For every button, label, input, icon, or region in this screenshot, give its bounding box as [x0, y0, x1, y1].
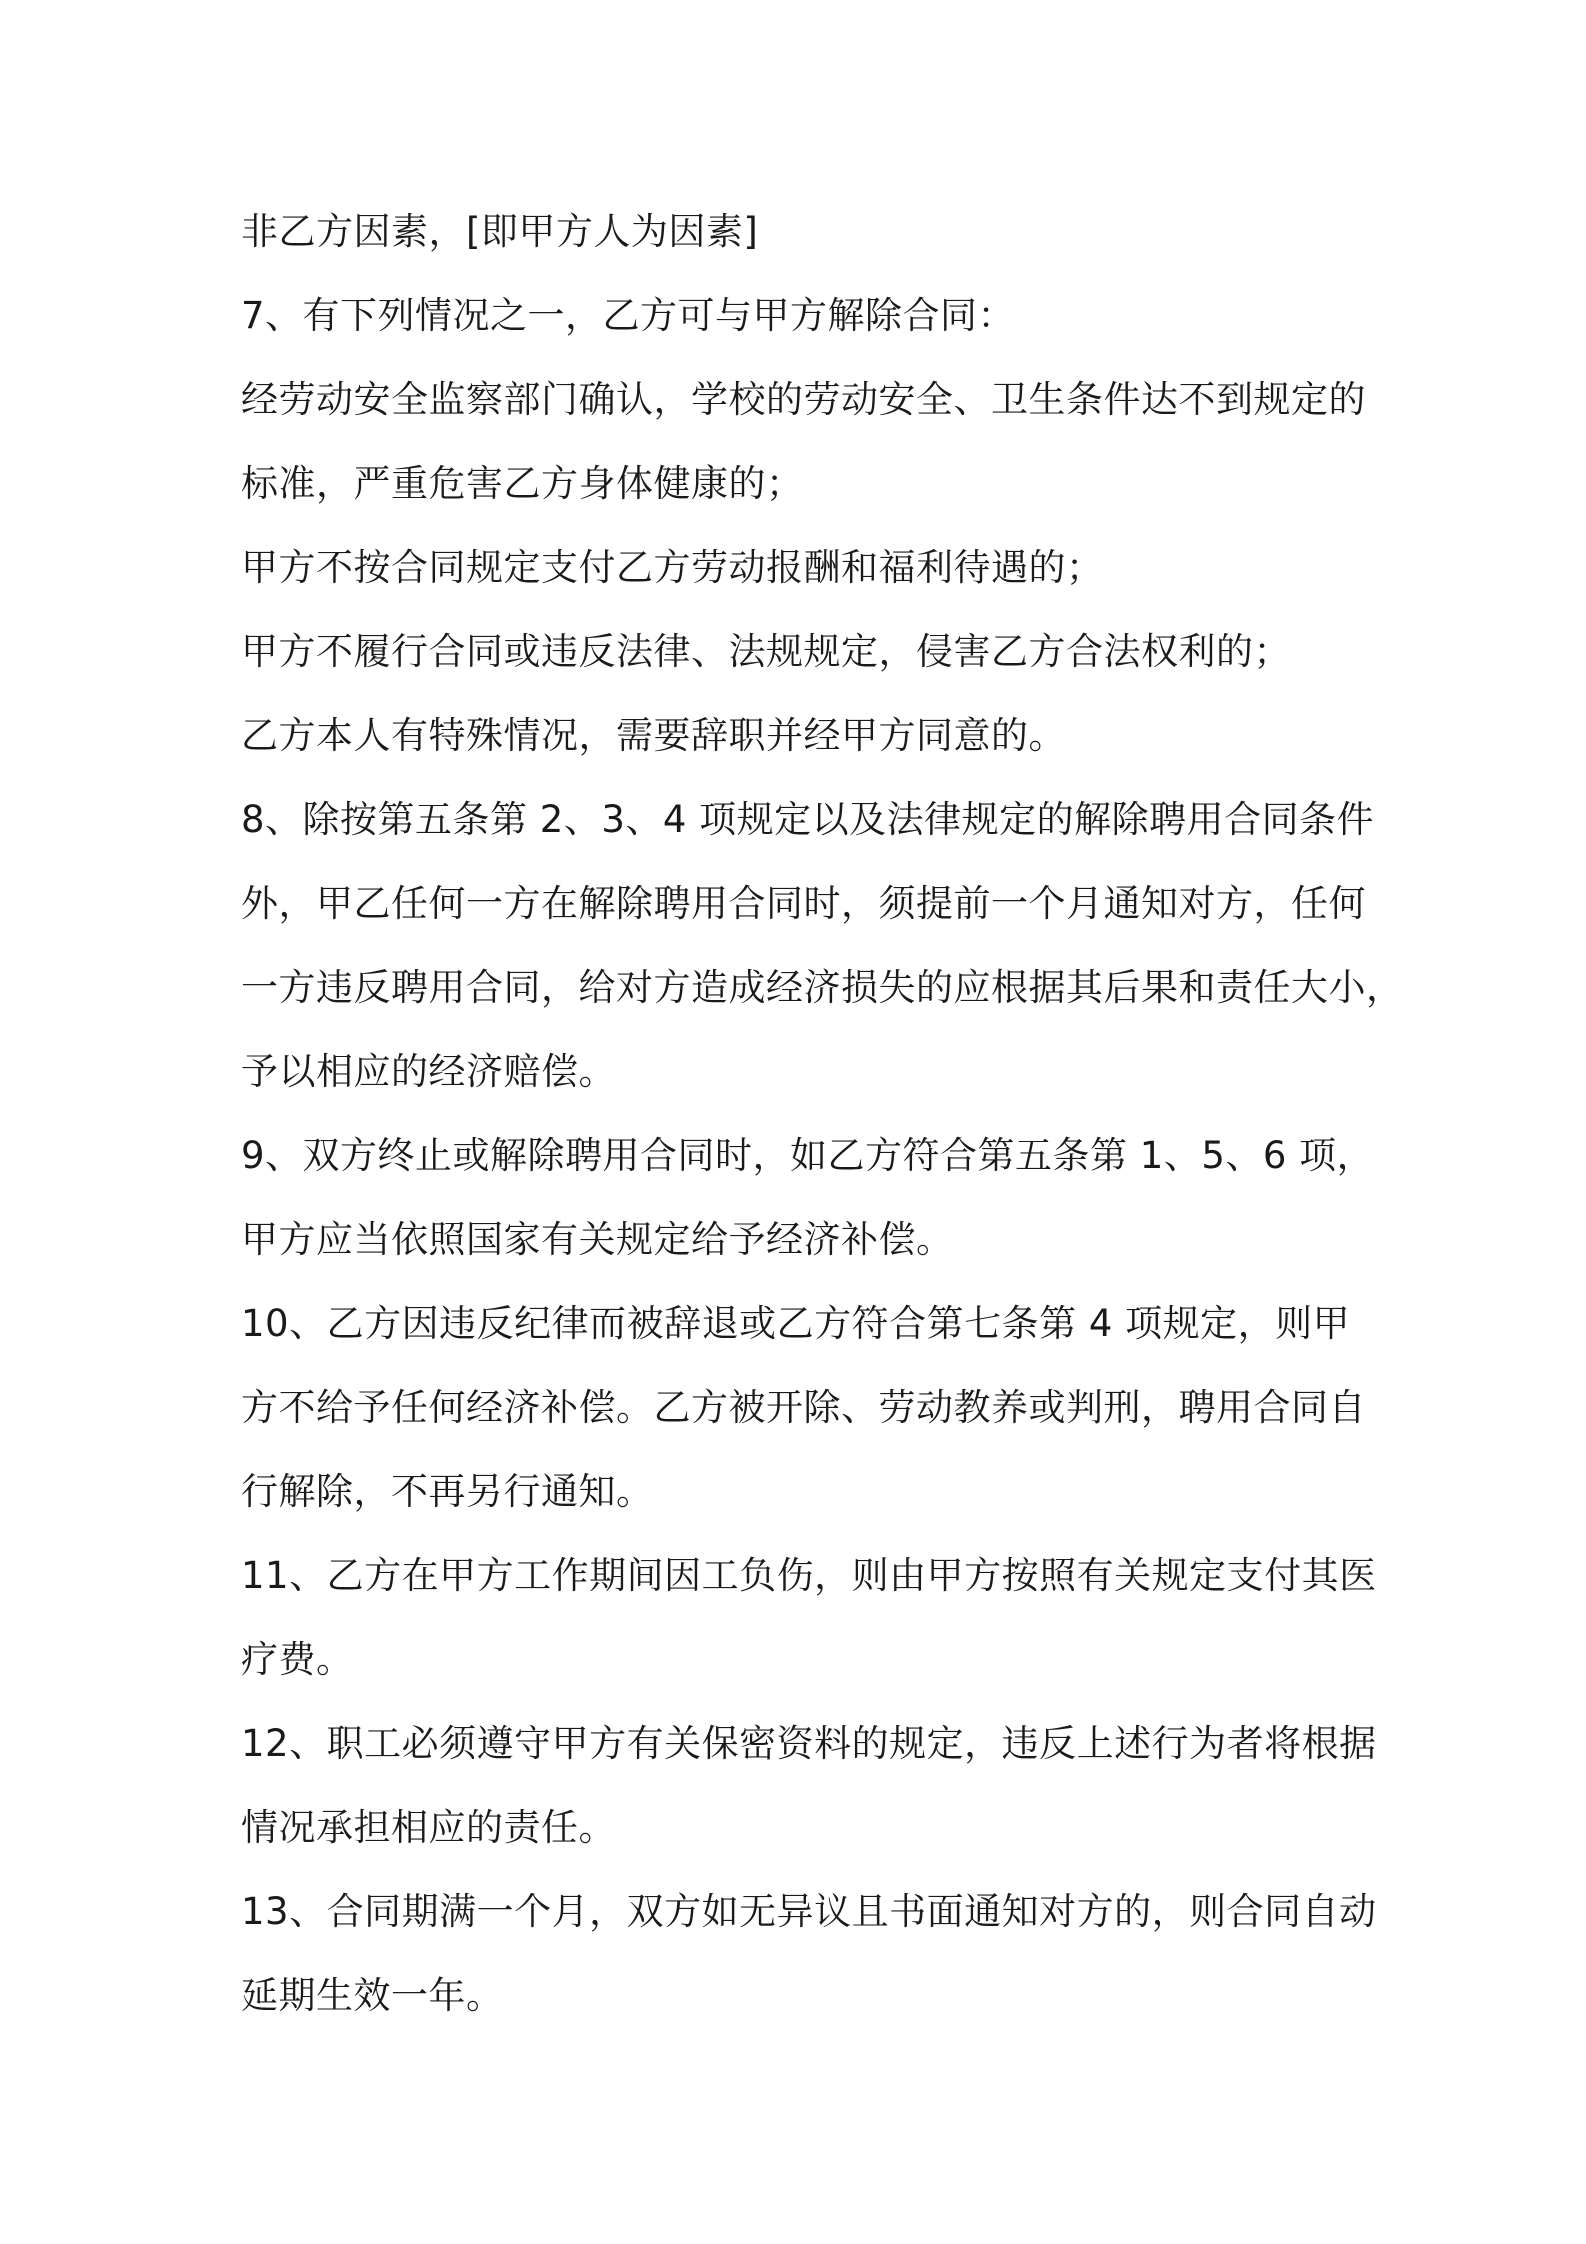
text-line: 疗费。 [241, 1638, 354, 1681]
text-line: 外，甲乙任何一方在解除聘用合同时，须提前一个月通知对方，任何 [241, 882, 1366, 925]
text-line: 9、双方终止或解除聘用合同时，如乙方符合第五条第 1、5、6 项， [241, 1134, 1375, 1177]
text-line: 方不给予任何经济补偿。乙方被开除、劳动教养或判刑，聘用合同自 [241, 1386, 1366, 1429]
text-line: 甲方不履行合同或违反法律、法规规定，侵害乙方合法权利的； [241, 630, 1291, 673]
text-line: 7、有下列情况之一，乙方可与甲方解除合同： [241, 294, 1016, 337]
text-line: 10、乙方因违反纪律而被辞退或乙方符合第七条第 4 项规定，则甲 [241, 1302, 1351, 1345]
text-line: 标准，严重危害乙方身体健康的； [241, 462, 804, 505]
text-line: 经劳动安全监察部门确认，学校的劳动安全、卫生条件达不到规定的 [241, 378, 1366, 421]
text-line: 12、职工必须遵守甲方有关保密资料的规定，违反上述行为者将根据 [241, 1722, 1377, 1765]
text-line: 非乙方因素，[即甲方人为因素] [241, 210, 759, 253]
text-line: 13、合同期满一个月，双方如无异议且书面通知对方的，则合同自动 [241, 1890, 1377, 1933]
document-body [241, 190, 1404, 2038]
text-line: 予以相应的经济赔偿。 [241, 1050, 616, 1093]
text-line: 甲方不按合同规定支付乙方劳动报酬和福利待遇的； [241, 546, 1104, 589]
text-line: 延期生效一年。 [241, 1974, 504, 2017]
text-line: 行解除，不再另行通知。 [241, 1470, 654, 1513]
text-line: 情况承担相应的责任。 [241, 1806, 616, 1849]
text-line: 8、除按第五条第 2、3、4 项规定以及法律规定的解除聘用合同条件 [241, 798, 1375, 841]
text-line: 11、乙方在甲方工作期间因工负伤，则由甲方按照有关规定支付其医 [241, 1554, 1377, 1597]
text-line: 一方违反聘用合同，给对方造成经济损失的应根据其后果和责任大小， [241, 966, 1404, 1009]
text-line: 乙方本人有特殊情况，需要辞职并经甲方同意的。 [241, 714, 1066, 757]
text-line: 甲方应当依照国家有关规定给予经济补偿。 [241, 1218, 954, 1261]
